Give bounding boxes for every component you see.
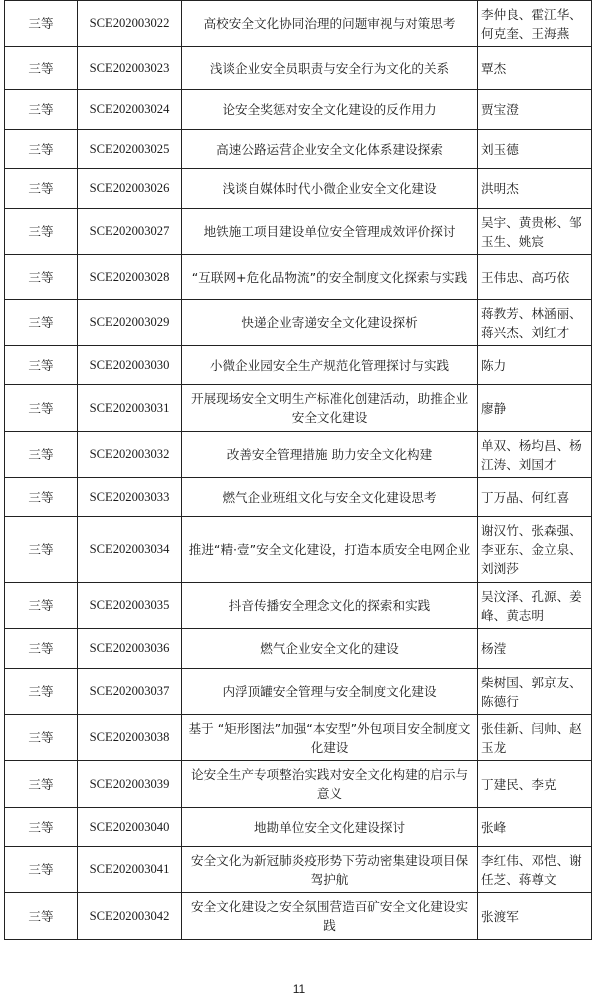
authors-cell: 张渡军 xyxy=(478,893,592,940)
award-list-body xyxy=(5,1,592,940)
grade-cell: 三等 xyxy=(5,385,78,432)
table-row xyxy=(5,90,592,130)
grade-cell: 三等 xyxy=(5,808,78,847)
title-cell: 基于 “矩形图法”加强“本安型”外包项目安全制度文化建设 xyxy=(182,715,478,761)
authors-cell: 李红伟、邓恺、谢任芝、蒋尊文 xyxy=(478,847,592,893)
code-cell: SCE202003041 xyxy=(78,847,182,893)
title-cell: 高速公路运营企业安全文化体系建设探索 xyxy=(182,130,478,169)
code-cell: SCE202003037 xyxy=(78,669,182,715)
table-row xyxy=(5,478,592,517)
table-row xyxy=(5,669,592,715)
grade-cell: 三等 xyxy=(5,893,78,940)
authors-cell: 蒋教芳、林涵丽、蒋兴杰、刘红才 xyxy=(478,300,592,346)
table-row xyxy=(5,629,592,669)
table-row xyxy=(5,169,592,209)
award-list-table xyxy=(4,0,592,940)
code-cell: SCE202003022 xyxy=(78,1,182,47)
table-row xyxy=(5,47,592,90)
authors-cell: 张佳新、闫帅、赵玉龙 xyxy=(478,715,592,761)
table-row xyxy=(5,432,592,478)
code-cell: SCE202003025 xyxy=(78,130,182,169)
title-cell: 安全文化建设之安全氛围营造百矿安全文化建设实践 xyxy=(182,893,478,940)
table-row xyxy=(5,209,592,255)
authors-cell: 谢汉竹、张森强、李亚东、金立泉、刘浏莎 xyxy=(478,517,592,583)
table-row xyxy=(5,1,592,47)
grade-cell: 三等 xyxy=(5,300,78,346)
code-cell: SCE202003028 xyxy=(78,255,182,300)
code-cell: SCE202003027 xyxy=(78,209,182,255)
title-cell: 地勘单位安全文化建设探讨 xyxy=(182,808,478,847)
title-cell: 推进“精·壹”安全文化建设，打造本质安全电网企业 xyxy=(182,517,478,583)
code-cell: SCE202003023 xyxy=(78,47,182,90)
title-cell: 高校安全文化协同治理的问题审视与对策思考 xyxy=(182,1,478,47)
grade-cell: 三等 xyxy=(5,255,78,300)
table-row xyxy=(5,385,592,432)
grade-cell: 三等 xyxy=(5,130,78,169)
grade-cell: 三等 xyxy=(5,478,78,517)
table-row xyxy=(5,130,592,169)
code-cell: SCE202003026 xyxy=(78,169,182,209)
title-cell: 抖音传播安全理念文化的探索和实践 xyxy=(182,583,478,629)
grade-cell: 三等 xyxy=(5,1,78,47)
table-row xyxy=(5,847,592,893)
code-cell: SCE202003030 xyxy=(78,346,182,385)
title-cell: 安全文化为新冠肺炎疫形势下劳动密集建设项目保驾护航 xyxy=(182,847,478,893)
grade-cell: 三等 xyxy=(5,517,78,583)
title-cell: 燃气企业班组文化与安全文化建设思考 xyxy=(182,478,478,517)
title-cell: 改善安全管理措施 助力安全文化构建 xyxy=(182,432,478,478)
code-cell: SCE202003024 xyxy=(78,90,182,130)
authors-cell: 丁建民、李克 xyxy=(478,761,592,808)
code-cell: SCE202003035 xyxy=(78,583,182,629)
title-cell: 论安全奖惩对安全文化建设的反作用力 xyxy=(182,90,478,130)
code-cell: SCE202003039 xyxy=(78,761,182,808)
authors-cell: 单双、杨均昌、杨江涛、刘国才 xyxy=(478,432,592,478)
title-cell: 内浮顶罐安全管理与安全制度文化建设 xyxy=(182,669,478,715)
table-row xyxy=(5,300,592,346)
title-cell: 浅谈企业安全员职责与安全行为文化的关系 xyxy=(182,47,478,90)
authors-cell: 丁万晶、何红喜 xyxy=(478,478,592,517)
grade-cell: 三等 xyxy=(5,169,78,209)
code-cell: SCE202003032 xyxy=(78,432,182,478)
title-cell: 燃气企业安全文化的建设 xyxy=(182,629,478,669)
title-cell: 小微企业园安全生产规范化管理探讨与实践 xyxy=(182,346,478,385)
table-row xyxy=(5,346,592,385)
code-cell: SCE202003036 xyxy=(78,629,182,669)
authors-cell: 柴树国、郭京友、陈德行 xyxy=(478,669,592,715)
grade-cell: 三等 xyxy=(5,715,78,761)
authors-cell: 刘玉德 xyxy=(478,130,592,169)
grade-cell: 三等 xyxy=(5,847,78,893)
table-row xyxy=(5,808,592,847)
code-cell: SCE202003034 xyxy=(78,517,182,583)
table-row xyxy=(5,255,592,300)
authors-cell: 吴汶泽、孔源、姜峰、黄志明 xyxy=(478,583,592,629)
grade-cell: 三等 xyxy=(5,47,78,90)
code-cell: SCE202003031 xyxy=(78,385,182,432)
code-cell: SCE202003042 xyxy=(78,893,182,940)
code-cell: SCE202003040 xyxy=(78,808,182,847)
grade-cell: 三等 xyxy=(5,629,78,669)
authors-cell: 洪明杰 xyxy=(478,169,592,209)
authors-cell: 吴宇、黄贵彬、邹玉生、姚宸 xyxy=(478,209,592,255)
table-row xyxy=(5,517,592,583)
code-cell: SCE202003038 xyxy=(78,715,182,761)
grade-cell: 三等 xyxy=(5,761,78,808)
grade-cell: 三等 xyxy=(5,346,78,385)
title-cell: 快递企业寄递安全文化建设探析 xyxy=(182,300,478,346)
title-cell: 开展现场安全文明生产标准化创建活动，助推企业安全文化建设 xyxy=(182,385,478,432)
authors-cell: 覃杰 xyxy=(478,47,592,90)
table-row xyxy=(5,761,592,808)
title-cell: 地铁施工项目建设单位安全管理成效评价探讨 xyxy=(182,209,478,255)
authors-cell: 张峰 xyxy=(478,808,592,847)
authors-cell: 王伟忠、高巧依 xyxy=(478,255,592,300)
code-cell: SCE202003033 xyxy=(78,478,182,517)
table-row xyxy=(5,715,592,761)
table-row xyxy=(5,893,592,940)
title-cell: 浅谈自媒体时代小微企业安全文化建设 xyxy=(182,169,478,209)
authors-cell: 廖静 xyxy=(478,385,592,432)
code-cell: SCE202003029 xyxy=(78,300,182,346)
table-row xyxy=(5,583,592,629)
authors-cell: 陈力 xyxy=(478,346,592,385)
title-cell: 论安全生产专项整治实践对安全文化构建的启示与意义 xyxy=(182,761,478,808)
grade-cell: 三等 xyxy=(5,669,78,715)
authors-cell: 杨滢 xyxy=(478,629,592,669)
page-number: 11 xyxy=(292,982,306,996)
title-cell: “互联网+危化品物流”的安全制度文化探索与实践 xyxy=(182,255,478,300)
grade-cell: 三等 xyxy=(5,90,78,130)
authors-cell: 李仲良、霍江华、何克奎、王海燕 xyxy=(478,1,592,47)
grade-cell: 三等 xyxy=(5,583,78,629)
authors-cell: 贾宝澄 xyxy=(478,90,592,130)
grade-cell: 三等 xyxy=(5,209,78,255)
grade-cell: 三等 xyxy=(5,432,78,478)
